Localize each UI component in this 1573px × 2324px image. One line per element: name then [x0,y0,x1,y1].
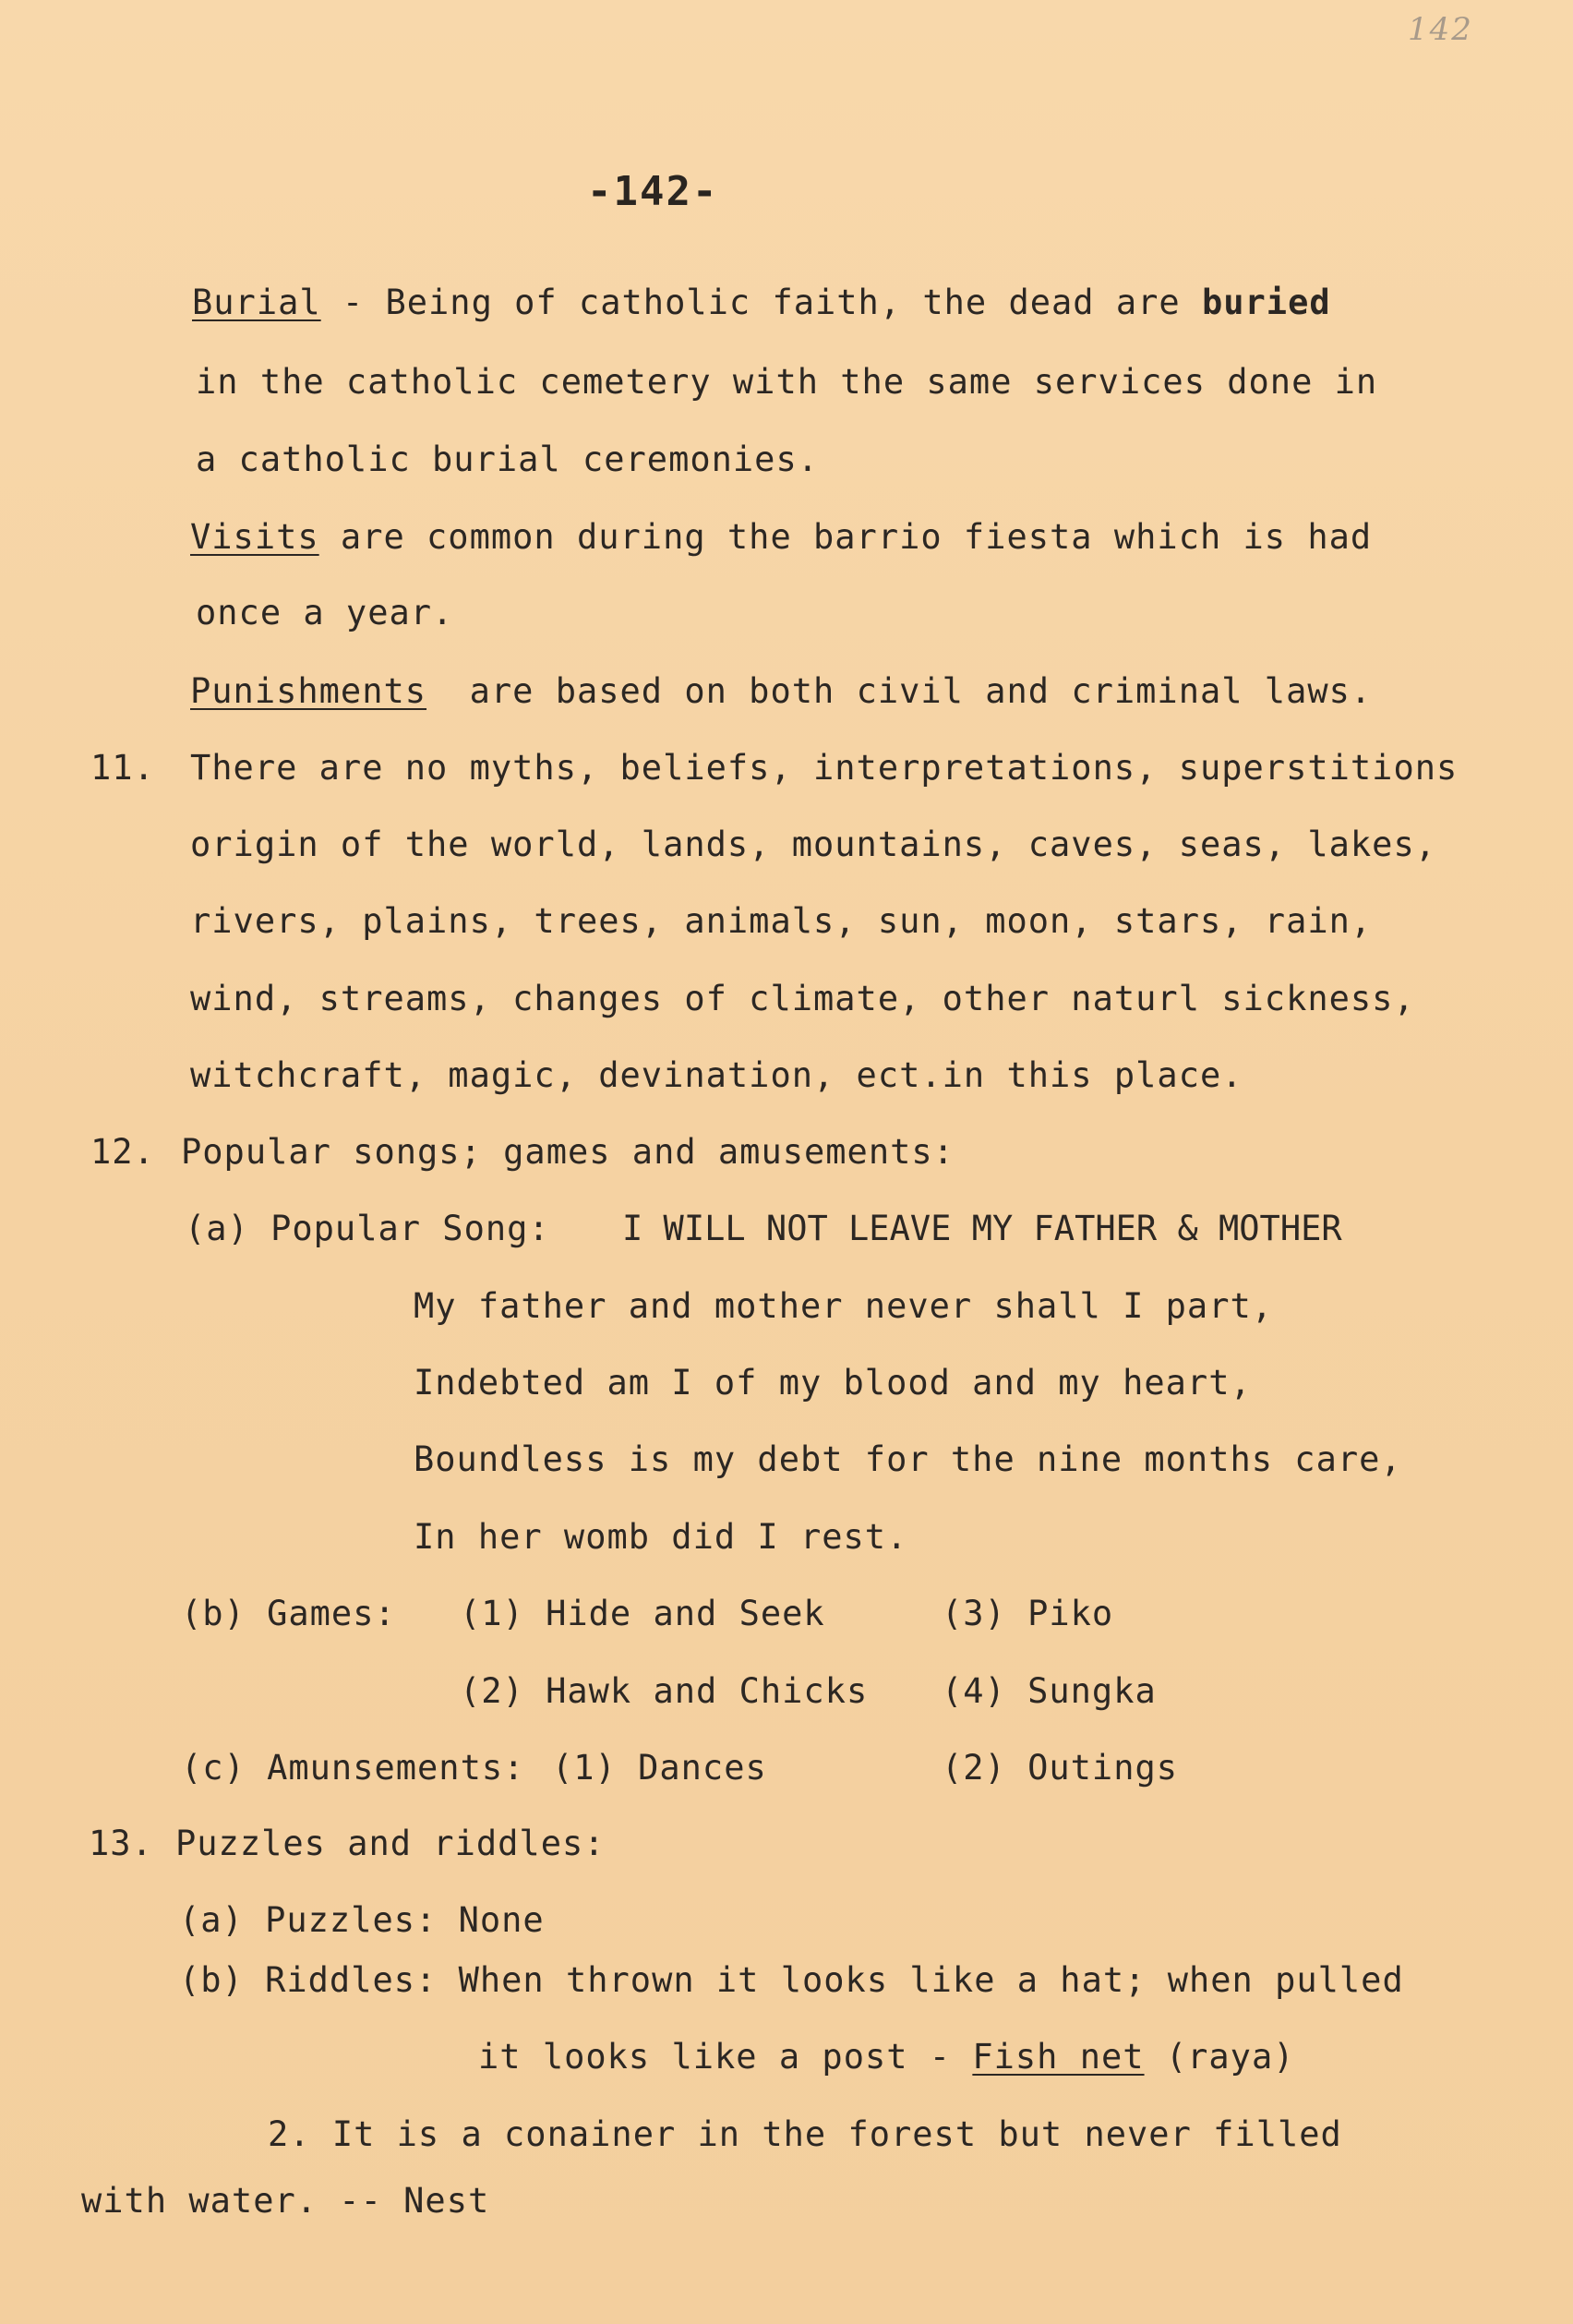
song-label: (a) Popular Song: [185,1209,550,1248]
game-item: (1) Hide and Seek [460,1594,825,1633]
riddle-2-line-1: 2. It is a conainer in the forest but never filled [268,2114,1342,2154]
corner-page-mark: 142 [1408,11,1473,48]
punishments-line: Punishments are based on both civil and criminal laws. [190,671,1373,711]
riddle-answer: Fish net [972,2037,1145,2077]
game-item: (2) Hawk and Chicks [460,1671,869,1711]
game-item: (4) Sungka [942,1671,1157,1711]
visits-line-2: once a year. [196,593,454,632]
riddles-line-1: (b) Riddles: When thrown it looks like a hat; when pulled [179,1960,1404,2000]
riddles-line-2: it looks like a post - Fish net (raya) [478,2037,1295,2077]
visits-heading: Visits [190,517,319,557]
item-11-line: origin of the world, lands, mountains, caves, seas, lakes, [190,825,1437,864]
song-line: In her womb did I rest. [414,1517,908,1557]
puzzles-line: (a) Puzzles: None [179,1900,545,1940]
page-number: -142- [587,168,719,215]
song-line: Indebted am I of my blood and my heart, [414,1363,1252,1403]
amusement-item: (1) Dances [552,1748,767,1788]
item-13-number: 13. [89,1824,153,1863]
item-11-line: witchcraft, magic, devination, ect.in this place. [190,1055,1243,1095]
burial-heading: Burial [192,283,321,322]
burial-line-2: in the catholic cemetery with the same services done in [196,362,1378,402]
amusement-item: (2) Outings [942,1748,1179,1788]
item-12-number: 12. [90,1132,155,1172]
item-13-heading: Puzzles and riddles: [175,1824,606,1863]
riddle-2-line-2: with water. -- Nest [81,2181,490,2221]
games-label: (b) Games: [181,1594,396,1633]
song-title: I WILL NOT LEAVE MY FATHER & MOTHER [622,1209,1342,1248]
visits-line-1: Visits are common during the barrio fiesta which is had [190,517,1373,557]
item-11-number: 11. [90,748,155,788]
item-11-line: There are no myths, beliefs, interpretations, superstitions [190,748,1459,788]
game-item: (3) Piko [942,1594,1114,1633]
amusements-label: (c) Amunsements: [181,1748,525,1788]
item-11-line: wind, streams, changes of climate, other naturl sickness, [190,979,1415,1018]
song-line: Boundless is my debt for the nine months care, [414,1439,1402,1479]
item-11-line: rivers, plains, trees, animals, sun, moon, stars, rain, [190,901,1373,941]
punishments-heading: Punishments [190,671,427,711]
item-12-heading: Popular songs; games and amusements: [181,1132,955,1172]
burial-line-3: a catholic burial ceremonies. [196,440,820,479]
song-line: My father and mother never shall I part, [414,1286,1274,1326]
burial-line-1: Burial - Being of catholic faith, the dead are buried [192,283,1331,322]
